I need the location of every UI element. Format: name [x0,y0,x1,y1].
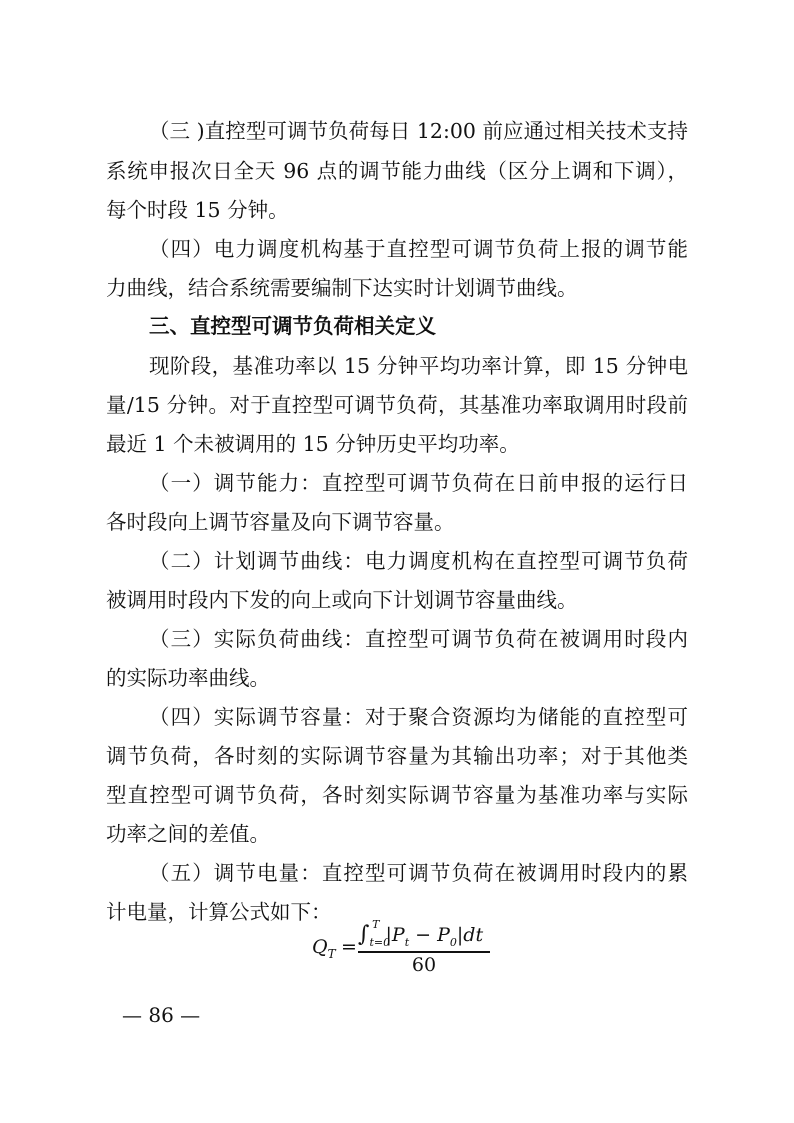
formula-equals: = [341,936,357,958]
formula-numerator: $\int_{t=0}^T$ $|P_t - P_0|dt$ [358,917,484,949]
para4-line1: （一）调节能力：直控型可调节负荷在日前申报的运行日 [149,471,688,495]
para8-line1: （五）调节电量：直控型可调节负荷在被调用时段内的累 [149,861,688,885]
fraction-bar [358,951,490,953]
para2-line2: 力曲线，结合系统需要编制下达实时计划调节曲线。 [106,276,578,300]
para5-line1: （二）计划调节曲线：电力调度机构在直控型可调节负荷 [149,549,688,573]
para3-line2: 量/15 分钟。对于直控型可调节负荷，其基准功率取调用时段前 [106,393,688,417]
para7-line1: （四）实际调节容量：对于聚合资源均为储能的直控型可 [149,705,688,729]
para8-line2: 计电量，计算公式如下： [106,900,332,924]
formula-denominator: 60 [411,954,437,976]
para1-line3: 每个时段 15 分钟。 [106,198,289,222]
para7-line3: 型直控型可调节负荷，各时刻实际调节容量为基准功率与实际 [106,783,688,807]
para7-line4: 功率之间的差值。 [106,822,270,846]
energy-formula [312,917,512,978]
page-number: — 86 — [122,1003,201,1027]
para3-line3: 最近 1 个未被调用的 15 分钟历史平均功率。 [106,432,520,456]
para7-line2: 调节负荷，各时刻的实际调节容量为其输出功率；对于其他类 [106,744,688,768]
para6-line2: 的实际功率曲线。 [106,666,270,690]
section-heading: 三、直控型可调节负荷相关定义 [149,314,436,338]
para6-line1: （三）实际负荷曲线：直控型可调节负荷在被调用时段内 [149,627,688,651]
para3-line1: 现阶段，基准功率以 15 分钟平均功率计算，即 15 分钟电 [149,354,688,378]
para2-line1: （四）电力调度机构基于直控型可调节负荷上报的调节能 [149,237,688,261]
para4-line2: 各时段向上调节容量及向下调节容量。 [106,510,455,534]
para5-line2: 被调用时段内下发的向上或向下计划调节容量曲线。 [106,588,578,612]
para1-line1: （三 )直控型可调节负荷每日 12:00 前应通过相关技术支持 [149,119,688,143]
para1-line2: 系统申报次日全天 96 点的调节能力曲线（区分上调和下调）， [106,159,688,183]
formula-lhs: $Q_T$ [312,936,336,961]
